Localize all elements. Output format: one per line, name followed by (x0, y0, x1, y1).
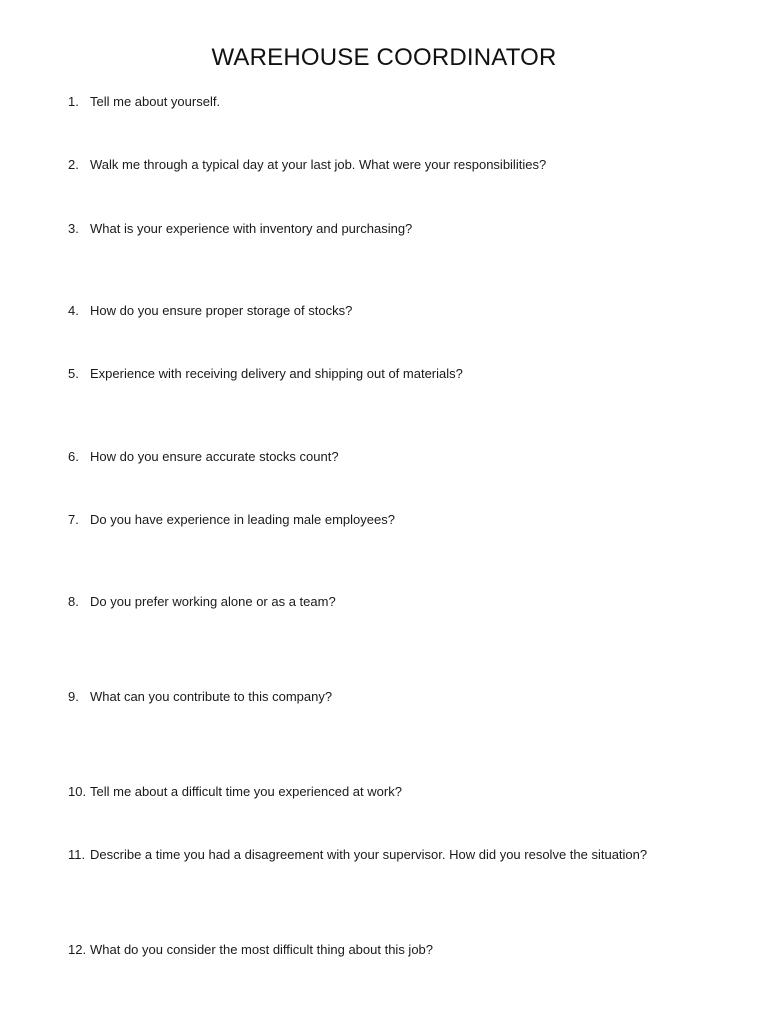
question-number: 7. (68, 512, 79, 527)
question-number: 4. (68, 303, 79, 318)
question-number: 2. (68, 157, 79, 172)
question-text: How do you ensure proper storage of stocks? (90, 303, 353, 318)
question-number: 5. (68, 366, 79, 381)
question-number: 9. (68, 689, 79, 704)
question-text: Tell me about a difficult time you experienced at work? (90, 784, 402, 799)
question-text: What is your experience with inventory and purchasing? (90, 221, 413, 236)
question-text: What do you consider the most difficult thing about this job? (90, 942, 434, 957)
document-title: WAREHOUSE COORDINATOR (211, 44, 557, 71)
question-text: Do you have experience in leading male employees? (90, 512, 395, 527)
question-number: 11. (68, 847, 86, 862)
question-text: How do you ensure accurate stocks count? (90, 449, 339, 464)
question-text: Walk me through a typical day at your last job. What were your responsibilities? (90, 157, 547, 172)
question-text: Describe a time you had a disagreement with your supervisor. How did you resolve the situation? (90, 847, 648, 862)
question-number: 1. (68, 94, 79, 109)
question-item (68, 94, 748, 110)
question-item (68, 449, 748, 465)
question-item (68, 594, 748, 610)
question-number: 6. (68, 449, 79, 464)
question-number: 10. (68, 784, 87, 799)
question-item (68, 157, 748, 173)
question-item (68, 942, 748, 958)
question-number: 3. (68, 221, 79, 236)
question-item (68, 847, 748, 863)
question-number: 8. (68, 594, 79, 609)
question-item (68, 221, 748, 237)
question-item (68, 689, 748, 705)
question-number: 12. (68, 942, 87, 957)
question-text: Tell me about yourself. (90, 94, 221, 109)
question-item (68, 366, 748, 382)
question-item (68, 784, 748, 800)
question-text: Do you prefer working alone or as a team? (90, 594, 336, 609)
question-text: What can you contribute to this company? (90, 689, 333, 704)
question-item (68, 512, 748, 528)
question-text: Experience with receiving delivery and shipping out of materials? (90, 366, 463, 381)
question-item (68, 303, 748, 319)
